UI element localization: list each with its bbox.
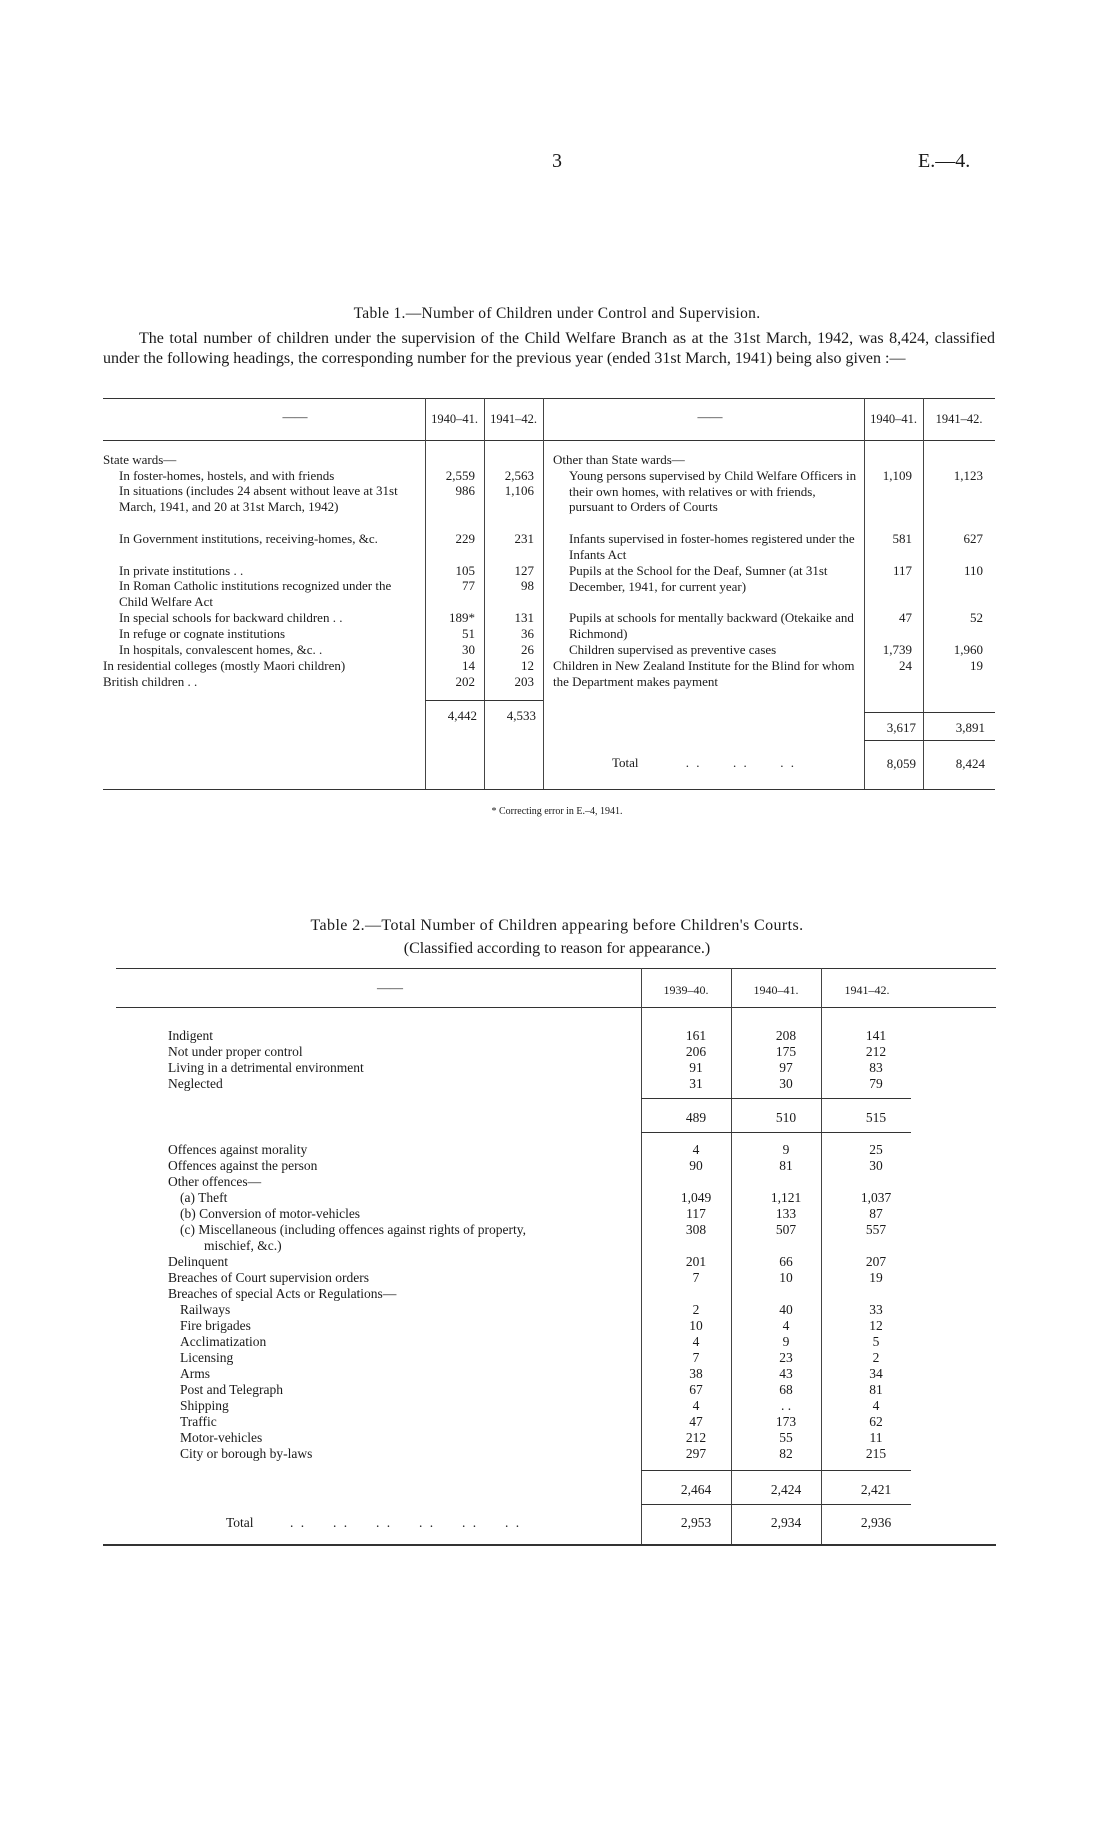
table1-col-dash-right: —— <box>697 410 723 424</box>
table-cell: 986 <box>455 483 475 498</box>
table-cell: 141 <box>865 1028 887 1043</box>
table1-col-1940-left: 1940–41. <box>431 412 478 426</box>
table-cell: 2,559 <box>445 468 475 483</box>
row-label-acclimatization: Acclimatization <box>180 1334 267 1349</box>
table1-intro: The total number of children under the supervision of the Child Welfare Branch as at the 31st March, 1942, was 8,424, classified under the following headings, the corresponding number for the previous year (ended 31st March, 1941) being also given :— <box>103 330 995 367</box>
table-cell: 62 <box>869 1414 883 1429</box>
table-cell: 202 <box>455 674 475 689</box>
table-cell: 173 <box>775 1414 797 1429</box>
table-cell: 212 <box>865 1044 887 1059</box>
table-cell: 30 <box>462 642 475 657</box>
table1-col-1941-right: 1941–42. <box>935 412 983 426</box>
table2-total-label: Total <box>226 1515 254 1530</box>
table-cell: 627 <box>963 531 983 546</box>
row-label-detrimental: Living in a detrimental environment <box>168 1060 364 1075</box>
table-cell: 66 <box>779 1254 793 1269</box>
table-row: In foster-homes, hostels, and with friends <box>119 468 335 483</box>
table2-title: Table 2.—Total Number of Children appearing before Children's Courts. <box>310 917 804 934</box>
total-label: Total <box>612 755 639 770</box>
row-label-railways: Railways <box>180 1302 231 1317</box>
table-row: In Government institutions, receiving-homes, &c. <box>119 531 378 546</box>
table-cell: 24 <box>899 658 912 673</box>
table1-total-label <box>612 755 796 771</box>
table-cell: 110 <box>963 563 983 578</box>
row-label-arms: Arms <box>180 1366 210 1381</box>
table-cell: 1,123 <box>953 468 983 483</box>
table-cell: 2 <box>872 1350 880 1365</box>
table-cell: 9 <box>782 1334 790 1349</box>
table-cell: 10 <box>779 1270 793 1285</box>
table-cell: 23 <box>779 1350 793 1365</box>
table-cell: 47 <box>899 610 912 625</box>
table2-col-1940: 1940–41. <box>753 983 799 997</box>
group1-total: 515 <box>865 1110 887 1125</box>
table-cell: 82 <box>779 1446 793 1461</box>
row-label-misc: (c) Miscellaneous (including offences against rights of property, <box>180 1222 527 1237</box>
table-cell: 25 <box>869 1142 883 1157</box>
table-row: In Roman Catholic institutions recognized under the Child Welfare Act <box>119 578 392 609</box>
table-cell: 2 <box>692 1302 700 1317</box>
table-cell: 105 <box>455 563 475 578</box>
table1-col-dash-left: —— <box>282 410 308 424</box>
table-cell: 38 <box>689 1366 703 1381</box>
table-cell: 189* <box>449 610 475 625</box>
table-row: British children . . <box>103 674 198 689</box>
leader-dots: . . . . . . . . . . . . <box>290 1515 522 1530</box>
table-cell: 161 <box>685 1028 707 1043</box>
state-wards-heading: State wards— <box>103 452 177 467</box>
table-cell: 26 <box>521 642 534 657</box>
table-cell: 33 <box>869 1302 883 1317</box>
table-cell: 12 <box>869 1318 883 1333</box>
table-cell: 208 <box>775 1028 797 1043</box>
table-cell: 231 <box>514 531 534 546</box>
table-cell: 31 <box>689 1076 703 1091</box>
group2-total: 2,464 <box>680 1482 712 1497</box>
table-cell: 557 <box>865 1222 887 1237</box>
table-cell: 34 <box>869 1366 883 1381</box>
table-cell: 201 <box>685 1254 707 1269</box>
row-label-misc-cont: mischief, &c.) <box>204 1238 282 1253</box>
table-cell: 12 <box>521 658 534 673</box>
table-cell: 19 <box>869 1270 883 1285</box>
table-cell: 30 <box>869 1158 883 1173</box>
table-cell: 51 <box>462 626 475 641</box>
table-row: In special schools for backward children . . <box>119 610 343 625</box>
table-cell: 97 <box>779 1060 793 1075</box>
table-cell: 7 <box>692 1270 700 1285</box>
table-cell: 47 <box>689 1414 703 1429</box>
row-label-traffic: Traffic <box>180 1414 217 1429</box>
table2-grand-total: 2,953 <box>680 1515 712 1530</box>
table-row: Children in New Zealand Institute for the Blind for whom the Department makes payment <box>553 658 855 689</box>
table-cell: . . <box>780 1398 792 1413</box>
row-label-motor-vehicles: Motor-vehicles <box>180 1430 263 1445</box>
table-cell: 117 <box>892 563 912 578</box>
table-row: Infants supervised in foster-homes registered under the Infants Act <box>569 531 855 562</box>
group2-total: 2,424 <box>770 1482 802 1497</box>
table-row: Pupils at the School for the Deaf, Sumner (at 31st December, 1941, for current year) <box>569 563 828 594</box>
table-row: In residential colleges (mostly Maori children) <box>103 658 346 673</box>
table1-title: Table 1.—Number of Children under Control and Supervision. <box>353 305 761 322</box>
other-offences-heading: Other offences— <box>168 1174 262 1189</box>
table-cell: 127 <box>514 563 534 578</box>
row-label-shipping: Shipping <box>180 1398 229 1413</box>
table-cell: 4 <box>692 1142 700 1157</box>
row-label-post-telegraph: Post and Telegraph <box>180 1382 284 1397</box>
state-wards-total-1941: 4,533 <box>506 708 536 723</box>
table-cell: 67 <box>689 1382 703 1397</box>
table-cell: 5 <box>872 1334 880 1349</box>
row-label-conversion: (b) Conversion of motor-vehicles <box>180 1206 361 1221</box>
other-wards-heading: Other than State wards— <box>553 452 685 467</box>
table-cell: 581 <box>892 531 912 546</box>
table-row: In hospitals, convalescent homes, &c. . <box>119 642 323 657</box>
table-cell: 1,049 <box>680 1190 712 1205</box>
table-cell: 11 <box>869 1430 883 1445</box>
table-cell: 90 <box>689 1158 703 1173</box>
other-wards-subtotal-1940: 3,617 <box>886 720 916 735</box>
table-cell: 206 <box>685 1044 707 1059</box>
table-cell: 91 <box>689 1060 703 1075</box>
table-cell: 131 <box>514 610 534 625</box>
table-cell: 98 <box>521 578 534 593</box>
row-label-breaches-court: Breaches of Court supervision orders <box>168 1270 369 1285</box>
row-label-bylaws: City or borough by-laws <box>180 1446 313 1461</box>
table-cell: 77 <box>462 578 475 593</box>
row-label: In situations (includes 24 absent without leave at 31st March, 1941, and 20 at 31st March, 1942) <box>119 483 398 514</box>
table-cell: 10 <box>689 1318 703 1333</box>
table2-subtitle: (Classified according to reason for appearance.) <box>403 940 711 957</box>
grand-total-1940: 8,059 <box>886 756 916 771</box>
table-row: In refuge or cognate institutions <box>119 626 286 641</box>
table-cell: 43 <box>779 1366 793 1381</box>
table-cell: 1,037 <box>860 1190 892 1205</box>
row-label-fire-brigades: Fire brigades <box>180 1318 251 1333</box>
table-cell: 229 <box>455 531 475 546</box>
table-cell: 203 <box>514 674 534 689</box>
row-label-delinquent: Delinquent <box>168 1254 228 1269</box>
table-cell: 68 <box>779 1382 793 1397</box>
table-cell: 36 <box>521 626 534 641</box>
table-cell: 297 <box>685 1446 707 1461</box>
table-cell: 52 <box>970 610 983 625</box>
group2-total: 2,421 <box>860 1482 892 1497</box>
table-cell: 1,109 <box>882 468 912 483</box>
table-cell: 117 <box>686 1206 706 1221</box>
table2-grand-total: 2,936 <box>860 1515 892 1530</box>
table-row: In private institutions . . <box>119 563 244 578</box>
table-cell: 1,106 <box>504 483 534 498</box>
table-cell: 81 <box>869 1382 883 1397</box>
row-label-licensing: Licensing <box>180 1350 234 1365</box>
table-cell: 507 <box>775 1222 797 1237</box>
table-cell: 215 <box>865 1446 887 1461</box>
table-cell: 30 <box>779 1076 793 1091</box>
table-cell: 4 <box>692 1334 700 1349</box>
table-cell: 308 <box>685 1222 707 1237</box>
table-cell: 1,739 <box>882 642 912 657</box>
table-cell: 14 <box>462 658 475 673</box>
table-cell: 4 <box>872 1398 880 1413</box>
row-label-proper-control: Not under proper control <box>168 1044 303 1059</box>
row-label-person: Offences against the person <box>168 1158 318 1173</box>
table2-col-1941: 1941–42. <box>844 983 890 997</box>
table-cell: 2,563 <box>504 468 534 483</box>
breaches-special-heading: Breaches of special Acts or Regulations— <box>168 1286 397 1301</box>
table-cell: 4 <box>782 1318 790 1333</box>
table-cell: 133 <box>775 1206 797 1221</box>
row-label-morality: Offences against morality <box>168 1142 308 1157</box>
table-cell: 19 <box>970 658 983 673</box>
grand-total-1941: 8,424 <box>955 756 985 771</box>
table-cell: 1,121 <box>770 1190 802 1205</box>
table2-col-1939: 1939–40. <box>663 983 709 997</box>
row-label-indigent: Indigent <box>168 1028 213 1043</box>
group1-total: 489 <box>685 1110 707 1125</box>
row-label-neglected: Neglected <box>168 1076 223 1091</box>
table1-col-1940-right: 1940–41. <box>870 412 917 426</box>
leader-dots: . . . . . . <box>685 755 797 770</box>
table-cell: 87 <box>869 1206 883 1221</box>
table-cell: 83 <box>869 1060 883 1075</box>
table-cell: 55 <box>779 1430 793 1445</box>
table-cell: 7 <box>692 1350 700 1365</box>
table-cell: 9 <box>782 1142 790 1157</box>
table-cell: 207 <box>865 1254 887 1269</box>
table-row: Young persons supervised by Child Welfare Officers in their own homes, with relatives or with friends, pursuant to Orders of Courts <box>569 468 857 515</box>
table-row: Children supervised as preventive cases <box>569 642 777 657</box>
other-wards-subtotal-1941: 3,891 <box>955 720 985 735</box>
table-cell: 81 <box>779 1158 793 1173</box>
table1-col-1941-left: 1941–42. <box>490 412 537 426</box>
table2-grand-total: 2,934 <box>770 1515 802 1530</box>
table1-footnote: * Correcting error in E.–4, 1941. <box>491 806 623 817</box>
state-wards-total-1940: 4,442 <box>447 708 477 723</box>
table-cell: 40 <box>779 1302 793 1317</box>
table-cell: 1,960 <box>953 642 983 657</box>
table-cell: 175 <box>775 1044 797 1059</box>
row-label-theft: (a) Theft <box>180 1190 228 1205</box>
table2-col-dash: —— <box>377 980 403 995</box>
document-reference: E.—4. <box>918 150 971 172</box>
page-number: 3 <box>552 150 562 172</box>
group1-total: 510 <box>775 1110 797 1125</box>
table-row: Pupils at schools for mentally backward (Otekaike and Richmond) <box>569 610 854 641</box>
table-cell: 212 <box>685 1430 707 1445</box>
table-cell: 4 <box>692 1398 700 1413</box>
table-cell: 79 <box>869 1076 883 1091</box>
table-row <box>119 483 419 514</box>
